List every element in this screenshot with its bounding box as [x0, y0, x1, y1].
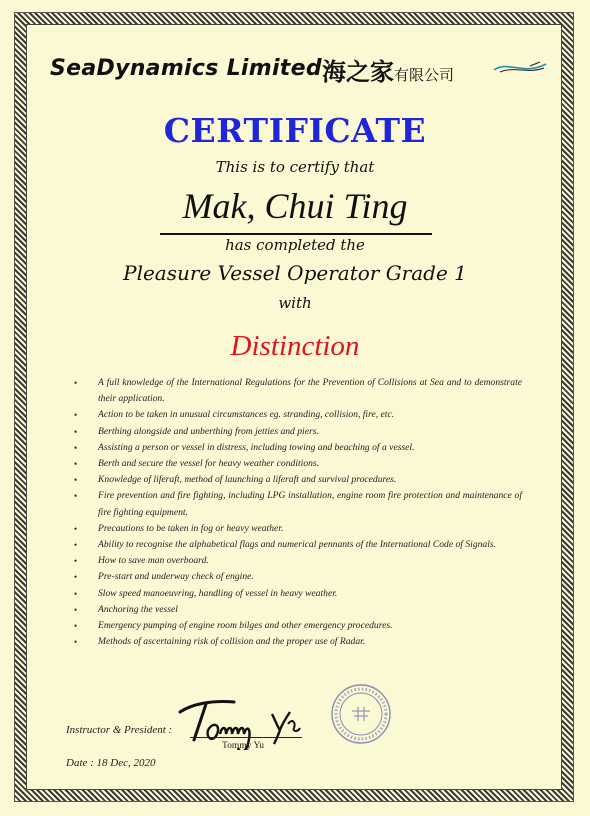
list-item	[62, 586, 522, 602]
list-item	[62, 634, 522, 650]
bullet-icon: •	[74, 491, 78, 502]
brand-cn-suffix: 有限公司	[394, 66, 455, 84]
bullet-icon: •	[74, 572, 78, 583]
list-item-text: Knowledge of liferaft, method of launching a liferaft and survival procedures.	[98, 474, 397, 486]
bullet-icon: •	[74, 540, 78, 551]
brand-chinese-name	[322, 52, 454, 87]
list-item	[62, 553, 522, 569]
brand-cn-main: 海之家	[322, 58, 394, 86]
certificate-title: CERTIFICATE	[163, 111, 427, 150]
instructor-label: Instructor & President :	[66, 724, 173, 736]
letterhead	[0, 52, 590, 86]
list-item-text: Action to be taken in unusual circumstances eg. stranding, collision, fire, etc.	[98, 409, 395, 421]
bullet-icon: •	[74, 556, 78, 567]
bullet-icon: •	[74, 588, 78, 599]
list-item-text: Methods of ascertaining risk of collision and the proper use of Radar.	[98, 636, 366, 648]
bullet-icon: •	[74, 459, 78, 470]
completed-text: has completed the	[225, 236, 365, 254]
issue-date: Date : 18 Dec, 2020	[66, 757, 156, 769]
list-item	[62, 456, 522, 472]
brand-name: SeaDynamics Limited	[50, 56, 322, 81]
list-item-text: Precautions to be taken in fog or heavy weather.	[98, 522, 284, 534]
name-underline	[160, 233, 432, 235]
bullet-icon: •	[74, 637, 78, 648]
list-item	[62, 424, 522, 440]
wave-swoosh-icon	[490, 54, 550, 80]
list-item	[62, 488, 522, 520]
list-item	[62, 569, 522, 585]
list-item	[62, 375, 522, 407]
list-item-text: Emergency pumping of engine room bilges and other emergency procedures.	[98, 620, 393, 632]
list-item-text: Pre-start and underway check of engine.	[98, 571, 254, 583]
list-item	[62, 472, 522, 488]
list-item-text: How to save man overboard.	[98, 555, 209, 567]
bullet-icon: •	[74, 426, 78, 437]
list-item-text: Berthing alongside and unberthing from jetties and piers.	[98, 425, 319, 437]
recipient-name: Mak, Chui Ting	[182, 186, 408, 226]
list-item	[62, 537, 522, 553]
list-item	[62, 407, 522, 423]
bullet-icon: •	[74, 442, 78, 453]
bullet-icon: •	[74, 410, 78, 421]
list-item-text: A full knowledge of the International Regulations for the Prevention of Collisions at Sea and to demonstrate their application.	[98, 377, 522, 405]
honor-distinction: Distinction	[230, 330, 360, 362]
company-seal-icon	[330, 683, 392, 745]
bullet-icon: •	[74, 621, 78, 632]
bullet-icon: •	[74, 378, 78, 388]
bullet-icon: •	[74, 604, 78, 615]
list-item	[62, 618, 522, 634]
list-item-text: Anchoring the vessel	[98, 603, 178, 615]
with-text: with	[278, 294, 312, 312]
course-name: Pleasure Vessel Operator Grade 1	[123, 261, 467, 285]
bullet-icon: •	[74, 523, 78, 534]
list-item	[62, 602, 522, 618]
list-item-text: Ability to recognise the alphabetical flags and numerical pennants of the International Code of Signals.	[98, 539, 497, 551]
bullet-icon: •	[74, 475, 78, 486]
list-item	[62, 521, 522, 537]
signer-name: Tommy Yu	[222, 741, 264, 751]
signature-line	[190, 737, 302, 738]
list-item-text: Berth and secure the vessel for heavy weather conditions.	[98, 458, 320, 470]
list-item	[62, 440, 522, 456]
list-item-text: Assisting a person or vessel in distress, including towing and beaching of a vessel.	[98, 441, 415, 453]
list-item-text: Slow speed manoeuvring, handling of vessel in heavy weather.	[98, 587, 338, 599]
syllabus-list	[62, 375, 522, 650]
certify-text: This is to certify that	[215, 158, 375, 176]
list-item-text: Fire prevention and fire fighting, including LPG installation, engine room fire protection and maintenance of fire fighting equipment.	[98, 490, 522, 518]
